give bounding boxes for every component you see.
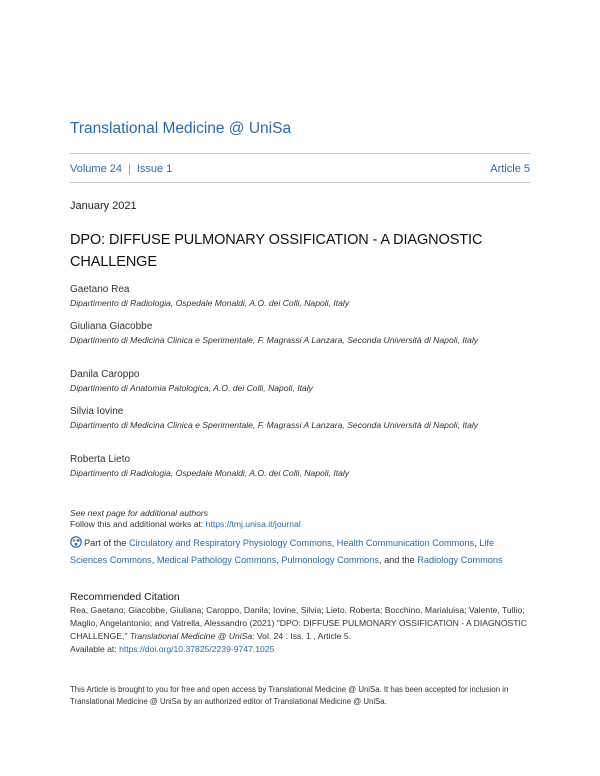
author-name: Giuliana Giacobbe xyxy=(70,321,153,332)
article-title: DPO: DIFFUSE PULMONARY OSSIFICATION - A DIAGNOSTIC CHALLENGE xyxy=(70,232,483,270)
author-affiliation: Dipartimento di Medicina Clinica e Sperimentale, F. Magrassi A Lanzara, Seconda Università di Napoli, Italy xyxy=(70,420,479,430)
author-name: Silvia Iovine xyxy=(70,406,124,417)
author-name: Danila Caroppo xyxy=(70,369,140,380)
doi-link[interactable]: https://doi.org/10.37825/2239-9747.1025 xyxy=(119,644,275,654)
commons-separator: , and the xyxy=(378,555,418,565)
issue-row xyxy=(70,163,530,175)
part-of-prefix: Part of the xyxy=(84,538,129,548)
divider-top xyxy=(70,153,530,154)
author-block xyxy=(70,368,530,394)
author-block xyxy=(70,453,530,479)
author-block xyxy=(70,283,530,309)
author-block xyxy=(70,320,530,346)
author-affiliation: Dipartimento di Radiologia, Ospedale Monaldi, A.O. dei Colli, Napoli, Italy xyxy=(70,298,350,308)
divider-bottom xyxy=(70,182,530,183)
commons-separator: , xyxy=(474,538,480,548)
journal-title[interactable]: Translational Medicine @ UniSa xyxy=(70,120,292,137)
author-affiliation: Dipartimento di Radiologia, Ospedale Monaldi, A.O. dei Colli, Napoli, Italy xyxy=(70,468,350,478)
recommended-citation-heading: Recommended Citation xyxy=(70,591,180,603)
open-access-footer: This Article is brought to you for free and open access by Translational Medicine @ UniSa. It has been accepted for inclusion in Translational Medicine @ UniSa by an authorized editor of Translational Medicine @ UniSa. xyxy=(70,685,509,706)
citation-details: : Vol. 24 : Iss. 1 , Article 5. xyxy=(252,631,352,641)
volume-link[interactable]: Volume 24 xyxy=(70,163,122,175)
author-name: Roberta Lieto xyxy=(70,454,131,465)
commons-link-pulmonology[interactable]: Pulmonology Commons xyxy=(281,555,379,565)
journal-url-link[interactable]: https://tmj.unisa.it/journal xyxy=(205,519,301,529)
commons-separator: , xyxy=(331,538,337,548)
commons-separator: , xyxy=(151,555,157,565)
follow-line xyxy=(70,518,301,530)
see-next-page-note: See next page for additional authors xyxy=(70,508,209,518)
citation-authors: Rea, Gaetano; Giacobbe, Giuliana; Caroppo, Danila; Iovine, Silvia; Lieto, Roberta; Bocchino, Marialuisa; Valente, Tullio; Maglio, Angelantonio; and Vatrella, Alessandro (2021) "DPO: DIFFUSE PULMONARY OSSIFICATION - A DIAGNOSTIC CHALLENGE," xyxy=(70,605,528,641)
citation-journal: Translational Medicine @ UniSa xyxy=(129,631,253,641)
follow-text: Follow this and additional works at: xyxy=(70,519,206,529)
commons-link-life-sciences[interactable]: Life Sciences Commons xyxy=(70,538,495,565)
author-affiliation: Dipartimento di Anatomia Patologica, A.O. dei Colli, Napoli, Italy xyxy=(70,383,313,393)
citation-available-label: Available at: xyxy=(70,644,120,654)
author-block xyxy=(70,405,530,431)
issue-link[interactable]: Issue 1 xyxy=(136,163,173,175)
commons-link-medical-pathology[interactable]: Medical Pathology Commons xyxy=(156,555,277,565)
commons-separator: , xyxy=(276,555,282,565)
part-of-commons xyxy=(70,535,530,569)
author-affiliation: Dipartimento di Medicina Clinica e Sperimentale, F. Magrassi A Lanzara, Seconda Università di Napoli, Italy xyxy=(70,335,479,345)
issue-separator: | xyxy=(127,163,131,175)
publication-date: January 2021 xyxy=(70,200,137,212)
article-link[interactable]: Article 5 xyxy=(490,163,530,175)
commons-network-icon xyxy=(70,536,82,548)
commons-link-health-communication[interactable]: Health Communication Commons xyxy=(336,538,475,548)
author-name: Gaetano Rea xyxy=(70,284,130,295)
commons-link-circulatory[interactable]: Circulatory and Respiratory Physiology Commons xyxy=(128,538,332,548)
recommended-citation xyxy=(70,604,540,656)
commons-link-radiology[interactable]: Radiology Commons xyxy=(417,555,503,565)
